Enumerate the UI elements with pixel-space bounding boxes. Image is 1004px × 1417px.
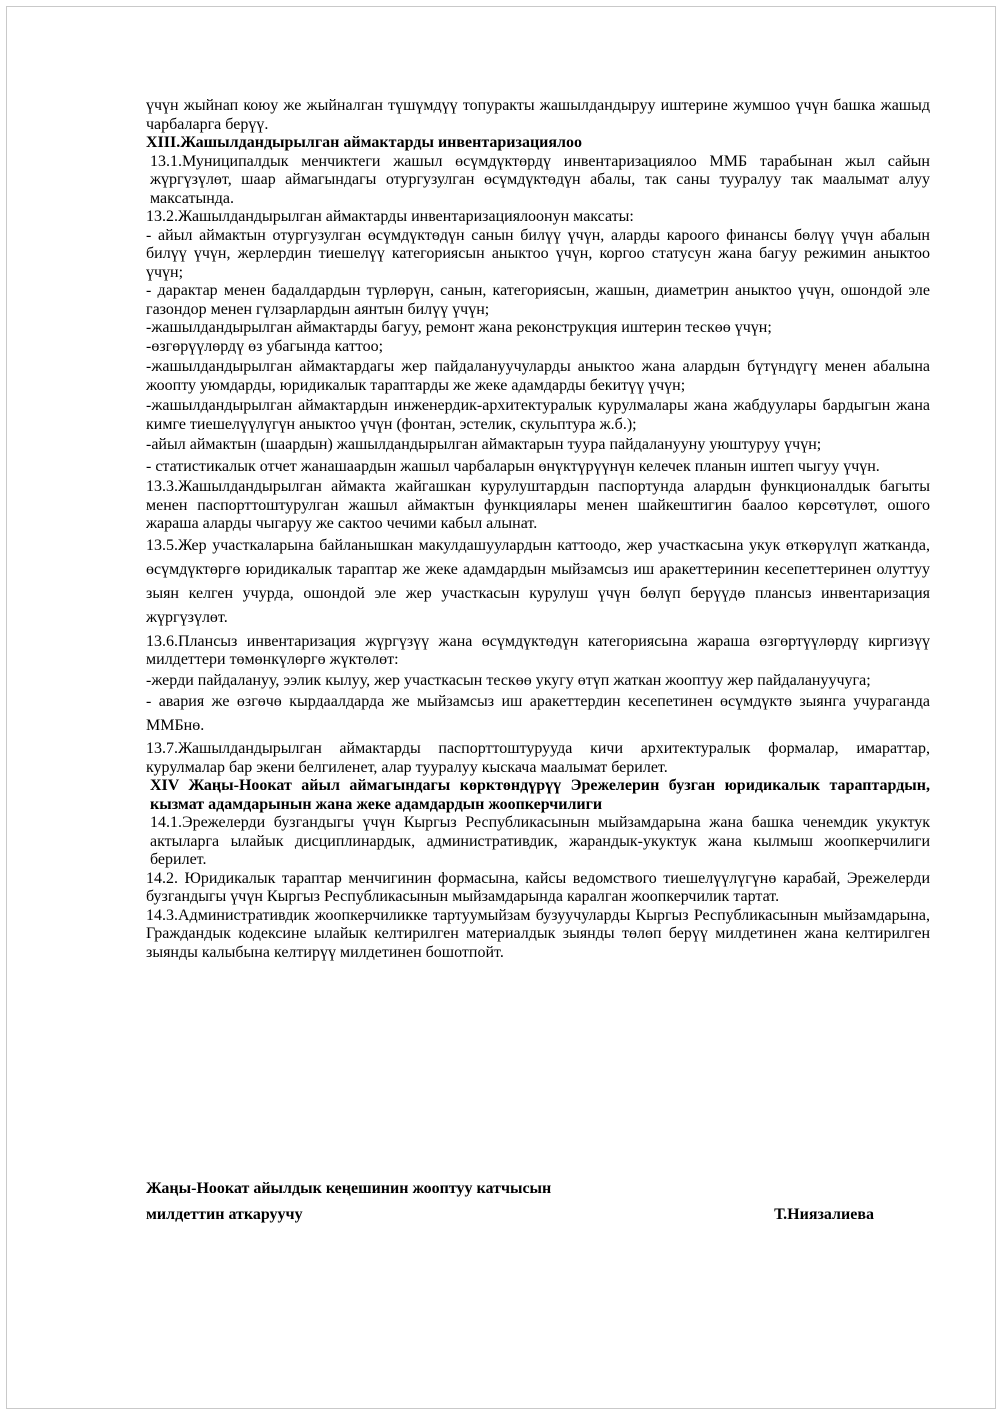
- signature-title-line2: милдеттин аткаруучу: [146, 1206, 303, 1223]
- paragraph-14-2: 14.2. Юридикалык тараптар менчигинин формасына, кайсы ведомствого тиешелүүлүгүнө карабай, Эрежелерди бузгандыгы үчүн Кыргыз Республикасынын мыйзамдарында каралган жоопкерчилик тартат.: [146, 869, 930, 905]
- list-item: -жашылдандырылган аймактардагы жер пайдалануучуларды аныктоо жана алардын бүтүндүгү менен абалына жоопту уюмдарды, юридикалык тараптарды же жеке адамдарды бекитүү үчүн;: [146, 358, 930, 394]
- paragraph-intro: үчүн жыйнап коюу же жыйналган түшүмдүү топуракты жашылдандыруу иштерине жумшоо үчүн башка жашыд чарбаларга берүү.: [146, 97, 930, 133]
- section-heading-xiv: XIV Жаңы-Ноокат айыл аймагындагы көрктөндүрүү Эрежелерин бузган юридикалык тараптардын, кызмат адамдарынын жана жеке адамдардын жоопкерчилиги: [150, 777, 930, 813]
- list-item: -жашылдандырылган аймактардын инженердик-архитектуралык курулмалары жана жабдуулары бардыгын жана кимге тиешелүүлүгүн аныктоо үчүн (фонтан, эстелик, скульптура ж.б.);: [146, 397, 930, 433]
- paragraph-13-6: 13.6.Плансыз инвентаризация жүргүзүү жана өсүмдүктөдүн категориясына жараша өзгөртүүлөрдү киргизүү милдеттери төмөнкүлөргө жүктөлөт:: [146, 632, 930, 668]
- list-item: - дарактар менен бадалдардын түрлөрүн, санын, категориясын, жашын, диаметрин аныктоо үчүн, ошондой эле газондор менен гүлзарлардын аянтын билүү үчүн;: [146, 282, 930, 318]
- paragraph-13-3: 13.3.Жашылдандырылган аймакта жайгашкан курулуштардын паспортунда алардын функционалдык багыты менен паспорттоштурулган жашыл аймактын функциялары менен шайкештигин баалоо көрсөтүлөт, ошого жараша аларды чыгаруу же сактоо чечими кабыл алынат.: [146, 478, 930, 532]
- paragraph-13-5: 13.5.Жер участкаларына байланышкан макулдашуулардын каттоодо, жер участкасына укук өткөрүлүп жатканда, өсүмдүктөргө юридикалык тараптар же жеке адамдардын мыйзамсыз иш аракеттеринин кесепеттеринен олуттуу зыян келген учурда, ошондой эле жер участкасын курулуш үчүн бөлүп берүүдө плансыз инвентаризация жүргүзүлөт.: [146, 536, 930, 626]
- paragraph-13-1: 13.1.Муниципалдык менчиктеги жашыл өсүмдүктөрдү инвентаризациялоо ММБ тарабынан жыл сайын жүргүзүлөт, шаар аймагындагы отургузулган өсүмдүктөдүн абалы, так саны тууралуу так маалымат алуу максатында.: [150, 152, 930, 207]
- list-item: - статистикалык отчет жанашаардын жашыл чарбаларын өнүктүрүүнүн келечек планын иштеп чыгуу үчүн.: [146, 457, 880, 475]
- list-item: - авария же өзгөчө кырдаалдарда же мыйзамсыз иш аракеттердин кесепетинен өсүмдүктө зыянга учураганда ММБнө.: [146, 693, 930, 734]
- list-item: -жашылдандырылган аймактарды багуу, ремонт жана реконструкция иштерин тескөө үчүн;: [146, 319, 772, 336]
- list-item: -айыл аймактын (шаардын) жашылдандырылган аймактарын туура пайдаланууну уюштуруу үчүн;: [146, 436, 822, 453]
- section-heading-xiii: XIII.Жашылдандырылган аймактарды инвентаризациялоо: [146, 134, 583, 151]
- paragraph-13-7: 13.7.Жашылдандырылган аймактарды паспорттоштурууда кичи архитектуралык формалар, имараттар, курулмалар бар экени белгиленет, алар тууралуу кыскача маалымат берилет.: [146, 740, 930, 776]
- signature-block: [146, 1176, 874, 1228]
- paragraph-13-2: 13.2.Жашылдандырылган аймактарды инвентаризациялоонун максаты:: [146, 208, 634, 225]
- list-item: -өзгөрүүлөрдү өз убагында каттоо;: [146, 337, 384, 355]
- signatory-name: Т.Ниязалиева: [774, 1206, 874, 1223]
- list-item: - айыл аймактын отургузулган өсүмдүктөдүн санын билүү үчүн, аларды кароого финансы бөлүү үчүн абалын билүү үчүн, жерлердин тиешелүү категориясын аныктоо үчүн, коргоо статусун жана багуу режимин аныктоо үчүн;: [146, 226, 930, 281]
- paragraph-14-1: 14.1.Эрежелерди бузгандыгы үчүн Кыргыз Республикасынын мыйзамдарына жана башка ченемдик укуктук актыларга ылайык дисциплинардык, административдик, жарандык-укуктук жана кылмыш жоопкерчилиги берилет.: [150, 814, 930, 868]
- document-body: [146, 97, 930, 962]
- signature-title-line1: Жаңы-Ноокат айылдык кеңешинин жооптуу катчысын: [146, 1180, 552, 1197]
- list-item: -жерди пайдалануу, ээлик кылуу, жер участкасын тескөө укугу өтүп жаткан жооптуу жер пайдалануучуга;: [146, 671, 871, 689]
- paragraph-14-3: 14.3.Административдик жоопкерчиликке тартуумыйзам бузуучуларды Кыргыз Республикасынын мыйзамдарына, Граждандык кодексине ылайык келтирилген материалдык зыянды төлөп берүү милдетинен жана келтирилген зыянды калыбына келтирүү милдетинен бошотпойт.: [146, 906, 930, 961]
